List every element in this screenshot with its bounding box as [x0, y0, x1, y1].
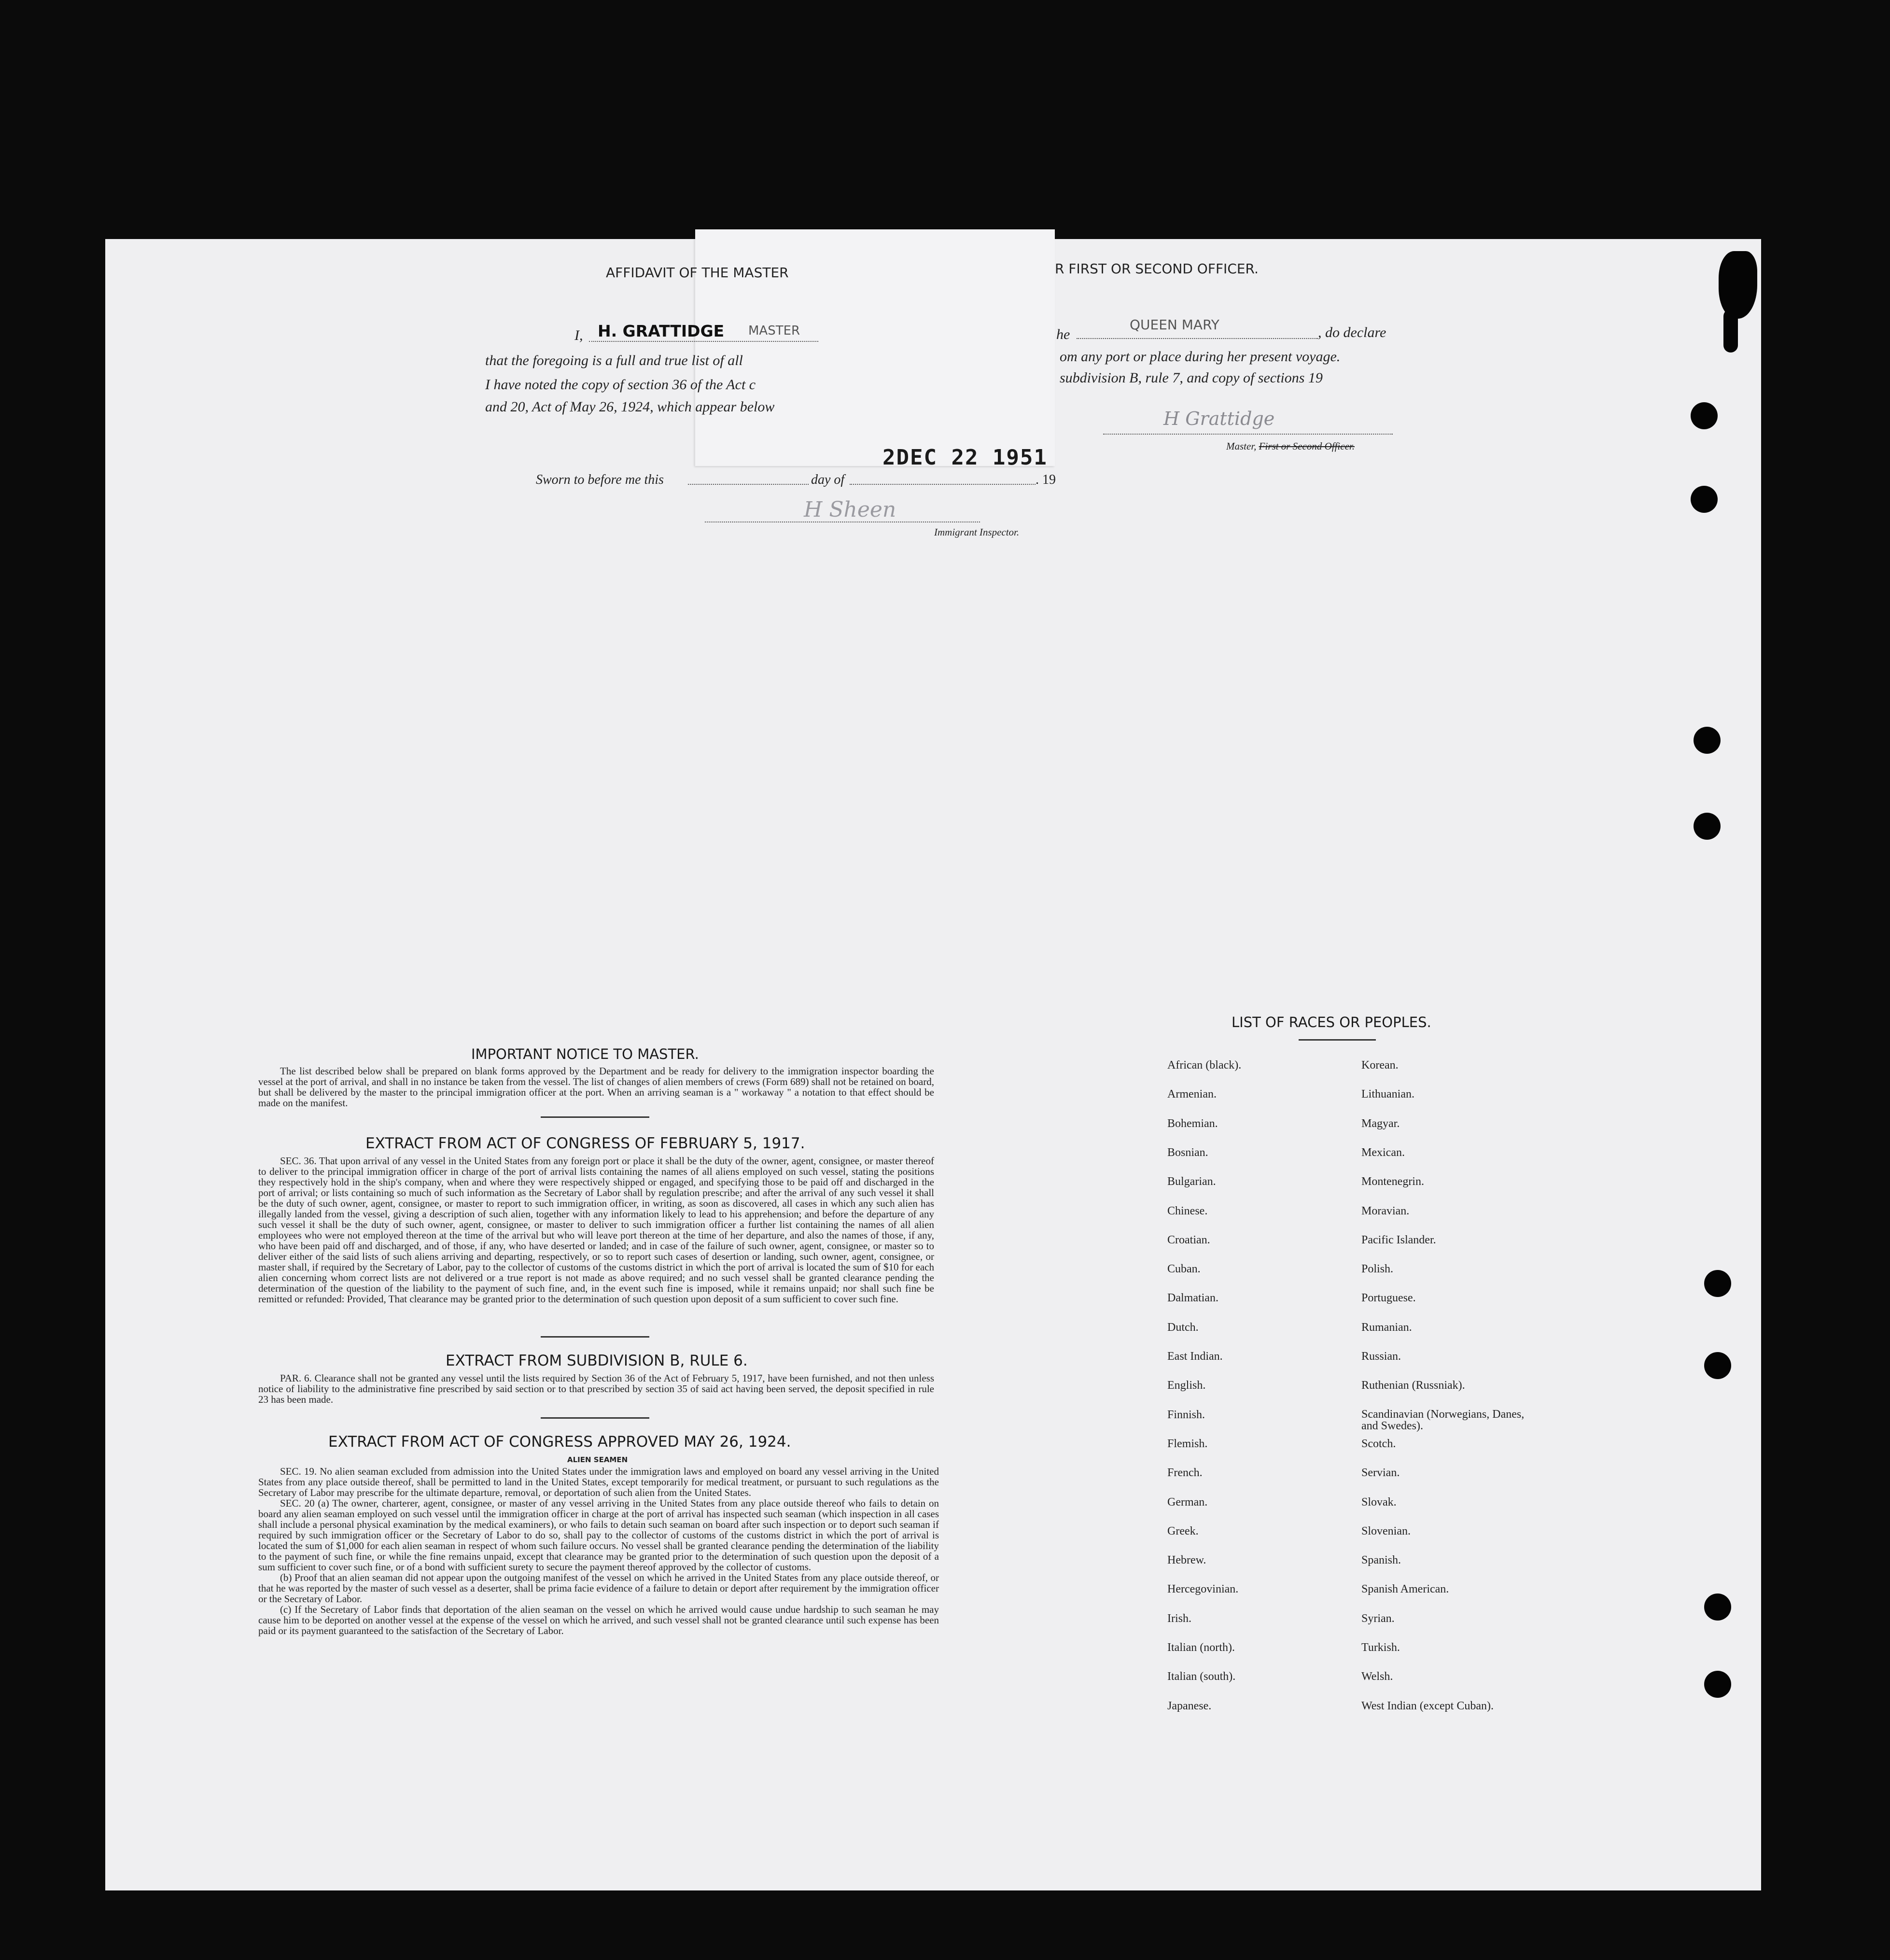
race-item: Slovenian.: [1361, 1524, 1411, 1537]
affidavit-line-1-left: that the foregoing is a full and true list of all: [485, 353, 743, 368]
race-item: Hercegovinian.: [1167, 1583, 1239, 1596]
race-item: Polish.: [1361, 1263, 1394, 1276]
notice-body: [258, 1066, 934, 1108]
race-item: English.: [1167, 1379, 1206, 1392]
master-name: H. GRATTIDGE: [598, 322, 725, 340]
punch-hole: [1691, 486, 1718, 513]
race-item: Spanish American.: [1361, 1583, 1449, 1596]
vessel-name: QUEEN MARY: [1130, 317, 1219, 333]
extract-1924-sec19: SEC. 19. No alien seaman excluded from admission into the United States under the immigration laws and employed on board any vessel arriving in the United States from any place outside thereof, shall be permitted to land in the United States, except temporarily for medical treatment, or pursuant to such regulations as the Secretary of Labor may prescribe for the ultimate departure, removal, or deportation of such alien from the United States.: [258, 1466, 939, 1498]
master-label: MASTER: [748, 324, 800, 338]
sworn-date-line: [850, 484, 1036, 485]
race-item: Spanish.: [1361, 1554, 1401, 1567]
extract-1917-text: SEC. 36. That upon arrival of any vessel in the United States from any foreign port or place it shall be the duty of the owner, agent, consignee, or master thereof to deliver to the principal immigration officer in charge of the port of arrival lists containing the names of all aliens employed on such vessel, stating the positions they respectively hold in the ship's company, when and where they were respectively shipped or engaged, and specifying those to be paid off and discharged in the port of arrival; or lists containing so much of such information as the Secretary of Labor shall by regulation prescribe; and after the arrival of any such vessel it shall be the duty of such owner, agent, consignee, or master to report to such immigration officer, in writing, as soon as discovered, all cases in which any such alien has illegally landed from the vessel, giving a description of such alien, together with any information likely to lead to his apprehension; and before the departure of any such vessel it shall be the duty of such owner, agent, consignee, or master to deliver to such immigration officer a further list containing the names of all alien employees who were not employed thereon at the time of the arrival but who will leave port thereon at the time of her departure, and also the names of those, if any, who have been paid off and discharged, and of those, if any, who have deserted or landed; and in case of the failure of such owner, agent, consignee, or master so to deliver either of the said lists of such aliens arriving and departing, respectively, or so to report such cases of desertion or landing, such owner, agent, consignee, or master shall, if required by the Secretary of Labor, pay to the collector of customs of the customs district in which the port of arrival is located the sum of $10 for each alien concerning whom correct lists are not delivered or a true report is not made as above required; and no such vessel shall be granted clearance pending the determination of the question of the liability to the payment of such fine, and, in the event such fine is imposed, while it remains unpaid; nor shall such fine be remitted or refunded: Provided, That clearance may be granted prior to the determination of such question upon deposit of a sum sufficient to cover such fine.: [258, 1155, 934, 1305]
sworn-label: Sworn to before me this: [536, 472, 664, 487]
extract-1917-title: EXTRACT FROM ACT OF CONGRESS OF FEBRUARY 5, 1917.: [365, 1135, 805, 1152]
race-item: African (black).: [1167, 1059, 1242, 1072]
the-label: he: [1056, 326, 1070, 342]
master-signature: H Grattidge: [1163, 408, 1275, 429]
race-item: Portuguese.: [1361, 1292, 1416, 1305]
affidavit-line-1-right: om any port or place during her present voyage.: [1060, 349, 1341, 365]
race-item: Dutch.: [1167, 1321, 1199, 1334]
race-item: Korean.: [1361, 1059, 1399, 1072]
day-of-label: day of: [811, 472, 845, 487]
extract-rule6-body: [258, 1373, 934, 1405]
race-item: German.: [1167, 1495, 1208, 1509]
race-item: East Indian.: [1167, 1350, 1223, 1363]
affidavit-line-2-left: I have noted the copy of section 36 of the Act c: [485, 377, 756, 393]
race-item: Hebrew.: [1167, 1554, 1206, 1567]
extract-1924-sec20c: (c) If the Secretary of Labor finds that deportation of the alien seaman on the vessel on which he arrived would cause undue hardship to such seaman he may cause him to be deported on another vessel at the expense of the vessel on which he arrived, and such vessel shall not be granted clearance until such expense has been paid or its payment guaranteed to the satisfaction of the Secretary of Labor.: [258, 1604, 939, 1636]
race-item: Lithuanian.: [1361, 1088, 1414, 1101]
race-item: Magyar.: [1361, 1117, 1400, 1130]
punch-hole: [1704, 1352, 1731, 1379]
race-item: French.: [1167, 1466, 1203, 1480]
affidavit-line-3-left: and 20, Act of May 26, 1924, which appear below: [485, 399, 775, 415]
punch-hole: [1704, 1593, 1731, 1621]
race-item: Welsh.: [1361, 1670, 1393, 1683]
punch-hole: [1704, 1270, 1731, 1297]
extract-1924-title: EXTRACT FROM ACT OF CONGRESS APPROVED MAY 26, 1924.: [328, 1433, 791, 1451]
ink-blot: [1719, 251, 1757, 319]
race-item: Chinese.: [1167, 1204, 1208, 1217]
signature-caption: [1226, 440, 1355, 452]
race-item: Bohemian.: [1167, 1117, 1218, 1130]
race-item: Finnish.: [1167, 1408, 1205, 1421]
race-item: Rumanian.: [1361, 1321, 1412, 1334]
race-item: Bulgarian.: [1167, 1175, 1216, 1188]
race-item: Montenegrin.: [1361, 1175, 1424, 1188]
race-item: Slovak.: [1361, 1495, 1397, 1509]
extract-rule6-text: PAR. 6. Clearance shall not be granted any vessel until the lists required by Section 36 of the Act of February 5, 1917, have been furnished, and not then unless notice of liability to the administrative fine prescribed by said section or to that prescribed by section 35 of said act having been served, the deposit specified in rule 23 has been made.: [258, 1372, 934, 1405]
affidavit-line-2-right: subdivision B, rule 7, and copy of sections 19: [1060, 370, 1323, 386]
race-item: Servian.: [1361, 1466, 1400, 1480]
divider: [541, 1336, 649, 1338]
master-signature-line: [1103, 434, 1393, 435]
notice-text: The list described below shall be prepared on blank forms approved by the Department and be ready for delivery to the immigration inspector boarding the vessel at the port of arrival, and shall in no instance be taken from the vessel. The list of changes of alien members of crews (Form 689) shall not be retained on board, but shall be delivered by the master to the principal immigration officer at the port. When an arriving seaman is a " workaway " a notation to that effect should be made on the manifest.: [258, 1065, 934, 1109]
do-declare: , do declare: [1318, 324, 1386, 340]
race-item: Croatian.: [1167, 1233, 1210, 1246]
race-item: West Indian (except Cuban).: [1361, 1699, 1494, 1712]
race-item: Flemish.: [1167, 1437, 1208, 1450]
extract-1924-subtitle: ALIEN SEAMEN: [567, 1455, 628, 1464]
affidavit-i-label: I,: [574, 327, 583, 343]
race-item: Turkish.: [1361, 1641, 1400, 1654]
race-item: Cuban.: [1167, 1263, 1201, 1276]
date-stamp: 2DEC 22 1951: [882, 445, 1048, 470]
divider: [541, 1116, 649, 1118]
extract-1924-sec20b: (b) Proof that an alien seaman did not appear upon the outgoing manifest of the vessel on which he arrived in the United States from any place outside thereof, or that he was reported by the master of such vessel as a deserter, shall be prima facie evidence of a failure to detain or deport after requirement by the immigration officer or the Secretary of Labor.: [258, 1572, 939, 1605]
year-label: . 19: [1036, 472, 1056, 487]
race-item: Mexican.: [1361, 1146, 1405, 1159]
affidavit-title-right: R FIRST OR SECOND OFFICER.: [1055, 261, 1259, 277]
race-item: Ruthenian (Russniak).: [1361, 1379, 1465, 1392]
race-item: Armenian.: [1167, 1088, 1217, 1101]
extract-1924-sec20a: SEC. 20 (a) The owner, charterer, agent, consignee, or master of any vessel arriving in the United States from any place outside thereof who fails to detain on board any alien seaman employed on such vessel until the immigration officer in charge at the port of arrival has inspected such seaman (which inspection in all cases shall include a personal physical examination by the medical examiners), or who fails to detain such seaman on board after such inspection or to deport such seaman if required by such immigration officer or the Secretary of Labor to do so, shall pay to the collector of customs of the customs district in which the port of arrival is located the sum of $1,000 for each alien seaman in respect of whom such failure occurs. No vessel shall be granted clearance pending the determination of the liability to the payment of such fine, or while the fine remains unpaid, except that clearance may be granted prior to the determination of such question upon the deposit of a sum sufficient to cover such fine, or of a bond with sufficient surety to secure the payment thereof approved by the collector of customs.: [258, 1497, 939, 1573]
race-item: Greek.: [1167, 1524, 1199, 1537]
inspector-signature: H Sheen: [804, 497, 896, 522]
sworn-day-line: [688, 484, 809, 485]
race-item: Pacific Islander.: [1361, 1233, 1436, 1246]
races-title-underline: [1299, 1039, 1376, 1041]
punch-hole: [1704, 1671, 1731, 1698]
document-page: [105, 239, 1761, 1890]
punch-hole: [1691, 402, 1718, 429]
punch-hole: [1694, 727, 1721, 754]
notice-title: IMPORTANT NOTICE TO MASTER.: [471, 1046, 699, 1062]
race-item: Syrian.: [1361, 1612, 1395, 1625]
extract-1917-body: [258, 1156, 934, 1304]
race-item: Bosnian.: [1167, 1146, 1208, 1159]
race-item: Scotch.: [1361, 1437, 1396, 1450]
race-item: Scandinavian (Norwegians, Danes, and Swedes).: [1361, 1408, 1525, 1432]
race-item: Dalmatian.: [1167, 1292, 1218, 1305]
inspector-caption: Immigrant Inspector.: [934, 526, 1020, 538]
master-name-line: [589, 341, 818, 342]
affidavit-title-left: AFFIDAVIT OF THE MASTER: [606, 265, 789, 281]
signature-caption-struck: First or Second Officer.: [1259, 440, 1355, 452]
extract-1924-body: [258, 1466, 939, 1636]
punch-hole: [1694, 813, 1721, 840]
races-title: LIST OF RACES OR PEOPLES.: [1232, 1014, 1431, 1030]
extract-rule6-title: EXTRACT FROM SUBDIVISION B, RULE 6.: [446, 1352, 748, 1369]
race-item: Italian (north).: [1167, 1641, 1235, 1654]
race-item: Italian (south).: [1167, 1670, 1236, 1683]
torn-corner: [1723, 309, 1738, 353]
signature-caption-prefix: Master,: [1226, 440, 1257, 452]
race-item: Irish.: [1167, 1612, 1191, 1625]
race-item: Russian.: [1361, 1350, 1401, 1363]
divider: [541, 1417, 649, 1419]
race-item: Moravian.: [1361, 1204, 1410, 1217]
vessel-name-line: [1077, 338, 1318, 339]
race-item: Japanese.: [1167, 1699, 1212, 1712]
